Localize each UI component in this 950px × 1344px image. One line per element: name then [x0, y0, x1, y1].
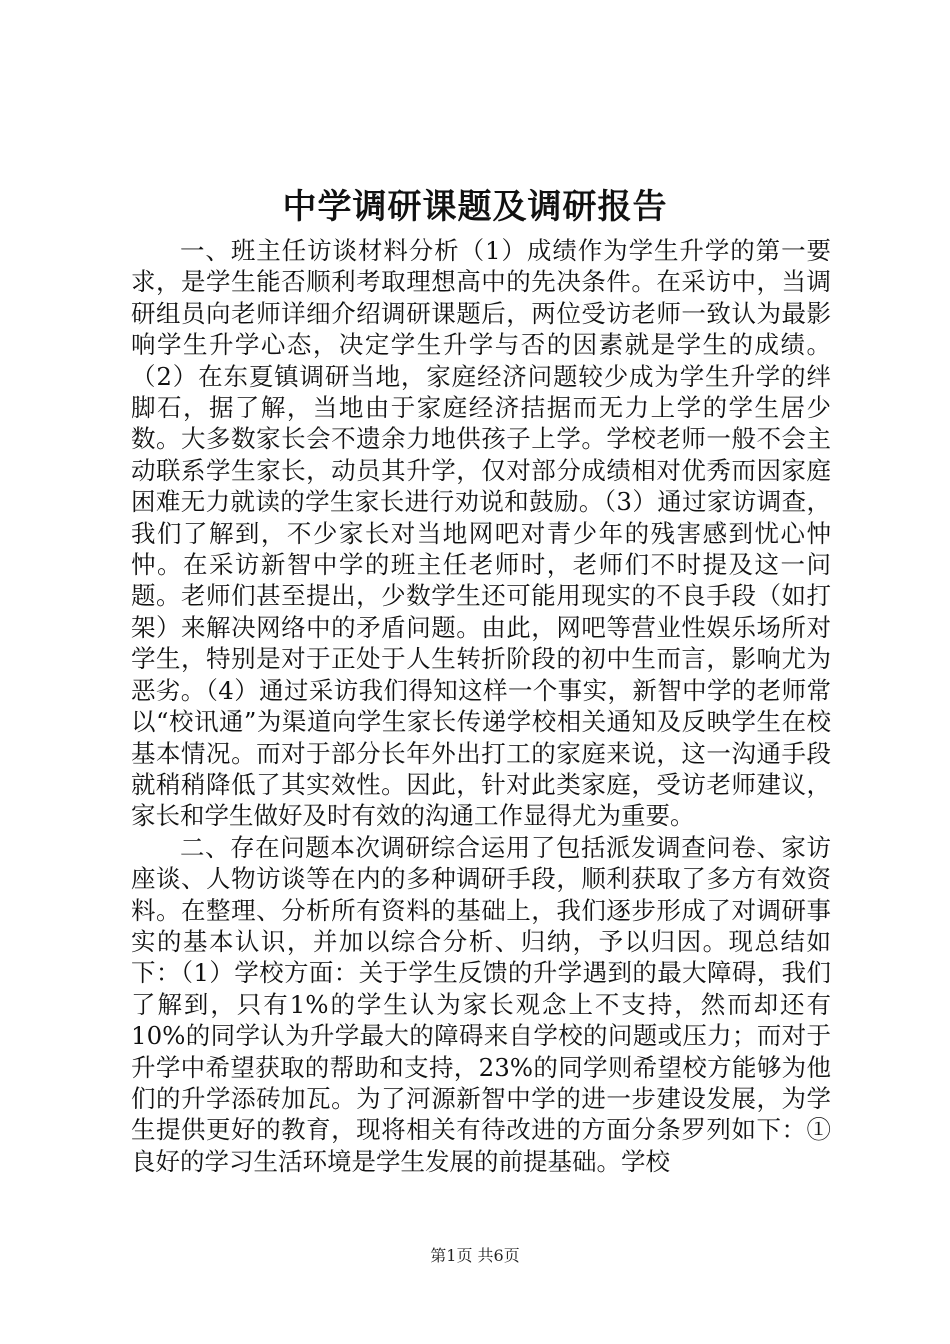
- paragraph-2: 二、存在问题本次调研综合运用了包括派发调查问卷、家访座谈、人物访谈等在内的多种调研手段，顺利获取了多方有效资料。在整理、分析所有资料的基础上，我们逐步形成了对调研事实的基本认识，并加以综合分析、归纳，予以归因。现总结如下：（1）学校方面：关于学生反馈的升学遇到的最大障碍，我们了解到，只有1%的学生认为家长观念上不支持，然而却还有10%的同学认为升学最大的障碍来自学校的问题或压力；而对于升学中希望获取的帮助和支持，23%的同学则希望校方能够为他们的升学添砖加瓦。为了河源新智中学的进一步建设发展，为学生提供更好的教育，现将相关有待改进的方面分条罗列如下：①良好的学习生活环境是学生发展的前提基础。学校: [131, 832, 831, 1176]
- paragraph-1: 一、班主任访谈材料分析（1）成绩作为学生升学的第一要求，是学生能否顺利考取理想高中的先决条件。在采访中，当调研组员向老师详细介绍调研课题后，两位受访老师一致认为最影响学生升学心态，决定学生升学与否的因素就是学生的成绩。（2）在东夏镇调研当地，家庭经济问题较少成为学生升学的绊脚石，据了解，当地由于家庭经济拮据而无力上学的学生居少数。大多数家长会不遗余力地供孩子上学。学校老师一般不会主动联系学生家长，动员其升学，仅对部分成绩相对优秀而因家庭困难无力就读的学生家长进行劝说和鼓励。（3）通过家访调查，我们了解到，不少家长对当地网吧对青少年的残害感到忧心忡忡。在采访新智中学的班主任老师时，老师们不时提及这一问题。老师们甚至提出，少数学生还可能用现实的不良手段（如打架）来解决网络中的矛盾问题。由此，网吧等营业性娱乐场所对学生，特别是对于正处于人生转折阶段的初中生而言，影响尤为恶劣。（4）通过采访我们得知这样一个事实，新智中学的老师常以“校讯通”为渠道向学生家长传递学校相关通知及反映学生在校基本情况。而对于部分长年外出打工的家庭来说，这一沟通手段就稍稍降低了其实效性。因此，针对此类家庭，受访老师建议，家长和学生做好及时有效的沟通工作显得尤为重要。: [131, 236, 831, 831]
- document-body: [131, 235, 831, 1177]
- page-footer: 第1页 共6页: [430, 1246, 520, 1265]
- page-title: 中学调研课题及调研报告: [282, 187, 668, 227]
